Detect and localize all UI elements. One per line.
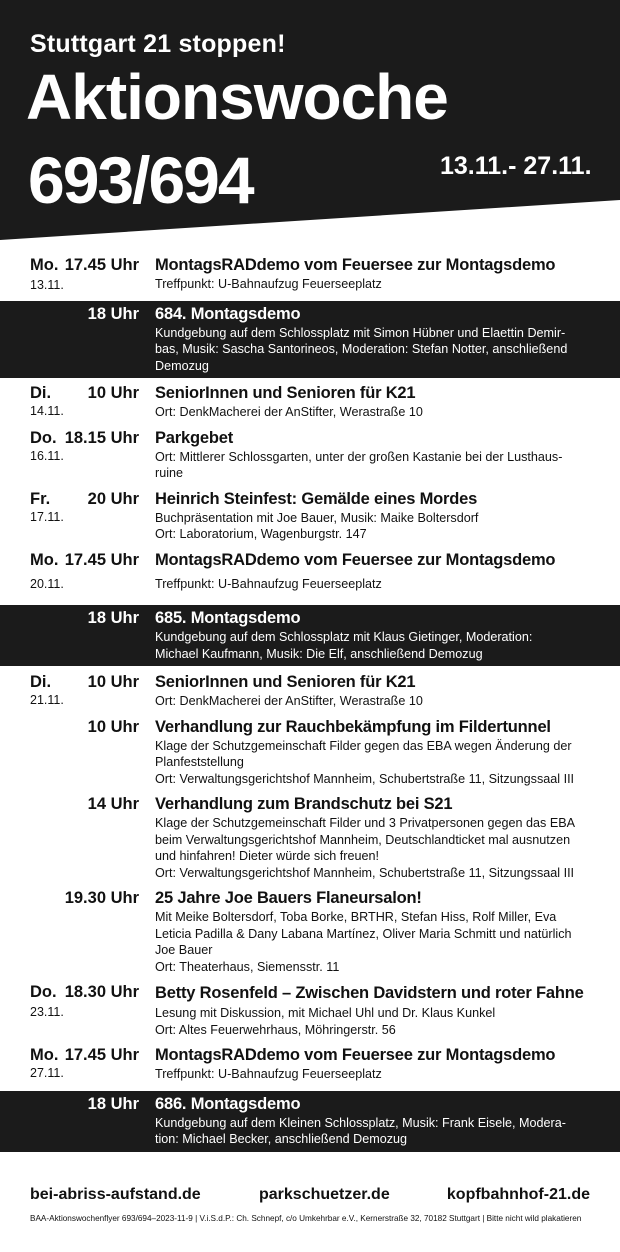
event-detail: Michael Kaufmann, Musik: Die Elf, anschließend Demozug [155,646,483,661]
event-detail: Ort: Verwaltungsgerichtshof Mannheim, Schubertstraße 11, Sitzungssaal III [155,771,575,786]
event-detail: beim Verwaltungsgerichtshof Mannheim, Deutschlandticket mal ausnutzen [155,832,571,847]
event-time: 20 Uhr [87,489,139,508]
event-date: 20.11. [30,576,64,591]
event-date: 17.11. [30,509,64,524]
event-detail: Lesung mit Diskussion, mit Michael Uhl und Dr. Klaus Kunkel [155,1006,496,1020]
event-title: Betty Rosenfeld – Zwischen Davidstern und roter Fahne [155,984,584,1002]
footer-link-parkschuetzer[interactable]: parkschuetzer.de [259,1186,390,1203]
event-title: MontagsRADdemo vom Feuersee zur Montagsdemo [155,256,556,274]
event-detail: Kundgebung auf dem Kleinen Schlossplatz, Musik: Frank Eisele, Modera- [155,1115,566,1130]
event-title: MontagsRADdemo vom Feuersee zur Montagsdemo [155,550,556,569]
event-detail: Treffpunkt: U-Bahnaufzug Feuerseeplatz [155,576,382,591]
event-detail: Kundgebung auf dem Schlossplatz mit Simon Hübner und Elaettin Demir- [155,325,566,340]
header-kicker: Stuttgart 21 stoppen! [30,30,286,58]
event-row [0,885,620,979]
event-row [0,1091,620,1152]
footer [0,1182,620,1252]
event-title: 686. Montagsdemo [155,1094,301,1113]
event-time: 18.30 Uhr [64,983,139,1001]
event-title: 25 Jahre Joe Bauers Flaneursalon! [155,889,422,907]
event-detail: Ort: Verwaltungsgerichtshof Mannheim, Schubertstraße 11, Sitzungssaal III [155,865,575,880]
event-detail: Ort: DenkMacherei der AnStifter, Werastraße 10 [155,405,423,419]
header-banner [0,0,620,245]
event-date: 23.11. [30,1005,64,1019]
event-day: Mo. [30,256,59,274]
event-row [0,547,620,597]
event-title: MontagsRADdemo vom Feuersee zur Montagsdemo [155,1046,556,1064]
footer-imprint: BAA-Aktionswochenflyer 693/694–2023-11-9 | V.i.S.d.P.: Ch. Schnepf, c/o Umkehrbar e.V., Kernerstraße 32, 70182 Stuttgart | Bitte nicht wild plakatieren [30,1214,582,1223]
event-time: 18 Uhr [87,304,139,323]
event-row [0,425,620,486]
event-time: 18.15 Uhr [64,428,139,447]
event-time: 17.45 Uhr [64,1046,139,1064]
event-title: SeniorInnen und Senioren für K21 [155,384,416,402]
event-title: Verhandlung zur Rauchbekämpfung im Fildertunnel [155,717,551,736]
event-list [0,252,620,1152]
event-detail: Ort: DenkMacherei der AnStifter, Werastraße 10 [155,694,423,708]
event-row [0,252,620,297]
event-title: 685. Montagsdemo [155,609,301,627]
event-row [0,605,620,666]
event-detail: Treffpunkt: U-Bahnaufzug Feuerseeplatz [155,277,382,291]
event-title: SeniorInnen und Senioren für K21 [155,673,416,691]
event-time: 14 Uhr [87,795,139,813]
event-row [0,979,620,1042]
event-row [0,301,620,379]
header-number: 693/694 [28,143,253,217]
event-title: Parkgebet [155,428,233,447]
event-detail: Planfeststellung [155,755,244,769]
event-detail: Mit Meike Boltersdorf, Toba Borke, BRTHR, Stefan Hiss, Rolf Miller, Eva [155,910,557,924]
event-row [0,486,620,547]
event-title: Heinrich Steinfest: Gemälde eines Mordes [155,489,478,508]
event-title: Verhandlung zum Brandschutz bei S21 [155,795,453,813]
event-day: Do. [30,428,57,447]
event-detail: bas, Musik: Sascha Santorineos, Moderation: Stefan Notter, anschließend [155,342,568,356]
event-detail: Ort: Theaterhaus, Siemensstr. 11 [155,959,340,974]
event-time: 10 Uhr [87,673,139,691]
event-detail: Ort: Laboratorium, Wagenburgstr. 147 [155,527,367,541]
event-detail: Demozug [155,358,209,373]
event-time: 17.45 Uhr [64,550,139,569]
event-detail: Ort: Altes Feuerwehrhaus, Möhringerstr. 56 [155,1022,396,1037]
event-time: 10 Uhr [87,384,139,402]
event-detail: Klage der Schutzgemeinschaft Filder und 3 Privatpersonen gegen das EBA [155,816,576,830]
event-date: 16.11. [30,448,64,463]
event-time: 18 Uhr [87,1094,139,1113]
event-time: 10 Uhr [87,717,139,736]
event-day: Di. [30,673,52,691]
footer-link-bei-abriss-aufstand[interactable]: bei-abriss-aufstand.de [30,1186,201,1203]
event-row [0,669,620,714]
event-detail: Leticia Padilla & Dany Labana Martínez, Oliver Maria Schmitt und natürlich [155,926,572,941]
event-day: Mo. [30,550,59,569]
footer-link-kopfbahnhof-21[interactable]: kopfbahnhof-21.de [446,1186,590,1203]
event-day: Do. [30,983,57,1001]
event-time: 17.45 Uhr [64,256,139,274]
event-detail: Ort: Mittlerer Schlossgarten, unter der großen Kastanie bei der Lusthaus- [155,449,563,464]
event-date: 14.11. [30,404,64,418]
event-date: 27.11. [30,1066,64,1080]
event-detail: Klage der Schutzgemeinschaft Filder gegen das EBA wegen Änderung der [155,738,572,753]
event-time: 19.30 Uhr [64,889,139,907]
event-row [0,714,620,792]
event-detail: tion: Michael Becker, anschließend Demozug [155,1132,408,1146]
event-date: 21.11. [30,693,64,707]
event-day: Fr. [30,489,51,508]
event-day: Mo. [30,1046,59,1064]
event-time: 18 Uhr [87,609,139,627]
event-title: 684. Montagsdemo [155,304,301,323]
event-detail: Kundgebung auf dem Schlossplatz mit Klaus Gietinger, Moderation: [155,630,533,644]
event-row [0,380,620,425]
event-date: 13.11. [30,278,64,292]
header-title: Aktionswoche [26,61,448,133]
event-detail: und hinfahren! Dieter würde sich freuen! [155,849,380,863]
event-detail: Treffpunkt: U-Bahnaufzug Feuerseeplatz [155,1067,382,1081]
event-day: Di. [30,384,52,402]
header-dates: 13.11.- 27.11. [440,152,592,180]
event-detail: ruine [155,466,184,480]
event-row [0,1042,620,1087]
event-detail: Buchpräsentation mit Joe Bauer, Musik: Maike Boltersdorf [155,510,479,525]
event-detail: Joe Bauer [155,943,213,957]
event-row [0,791,620,885]
